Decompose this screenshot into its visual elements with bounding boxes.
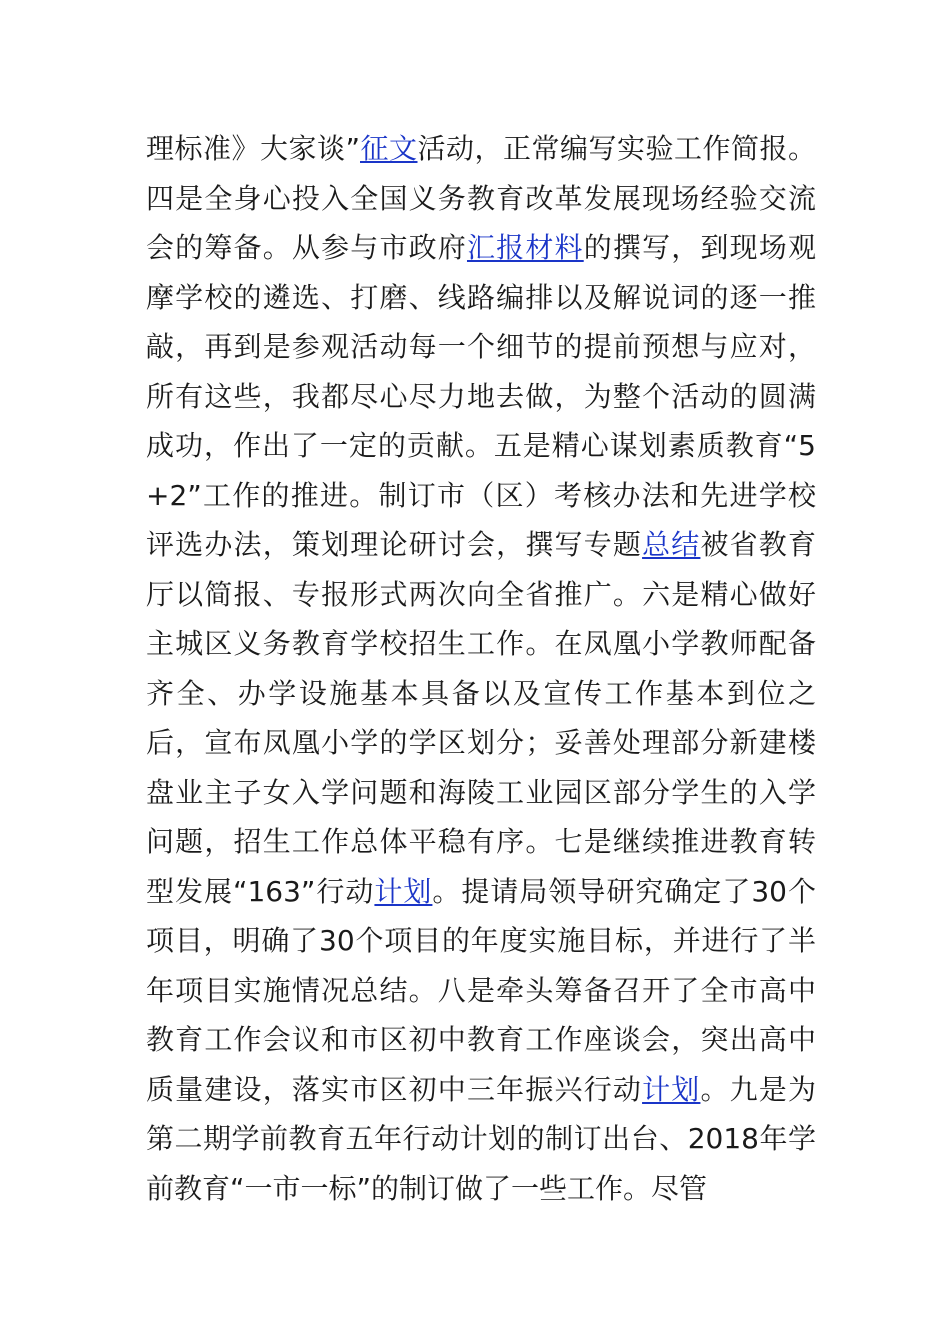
link-zongjie[interactable]: 总结: [642, 528, 701, 561]
text-segment: 被省教育厅以简报、专报形式两次向全省推广。六是精心做好主城区义务教育学校招生工作。在凤凰小学教师配备齐全、办学设施基本具备以及宣传工作基本到位之后，宣布凤凰小学的学区划分；妥善处理部分新建楼盘业主子女入学问题和海陵工业园区部分学生的入学问题，招生工作总体平稳有序。七是继续推进教育转型发展“163”行动: [146, 528, 816, 908]
text-segment: 理标准》大家谈”: [146, 132, 360, 165]
link-zhengwen[interactable]: 征文: [360, 132, 418, 165]
link-jihua-1[interactable]: 计划: [374, 874, 433, 908]
body-paragraph: [146, 124, 816, 1213]
text-segment: 。提请局领导研究确定了30个项目，明确了30个项目的年度实施目标，并进行了半年项目实施情况总结。八是牵头筹备召开了全市高中教育工作会议和市区初中教育工作座谈会，突出高中质量建设，落实市区初中三年振兴行动: [146, 874, 816, 1106]
text-segment: 。九是为第二期学前教育五年行动计划的制订出台、2018年学前教育“一市一标”的制订做了一些工作。尽管: [146, 1072, 816, 1205]
text-segment: 的撰写，到现场观摩学校的遴选、打磨、线路编排以及解说词的逐一推敲，再到是参观活动每一个细节的提前预想与应对，所有这些，我都尽心尽力地去做，为整个活动的圆满成功，作出了一定的贡献。五是精心谋划素质教育“5+2”工作的推进。制订市（区）考核办法和先进学校评选办法，策划理论研讨会，撰写专题: [146, 231, 816, 561]
text-segment: 活动，正常编写实验工作简报。四是全身心投入全国义务教育改革发展现场经验交流会的筹备。从参与市政府: [146, 132, 816, 264]
link-huibao-cailiao[interactable]: 汇报材料: [466, 231, 584, 264]
link-jihua-2[interactable]: 计划: [642, 1072, 701, 1106]
